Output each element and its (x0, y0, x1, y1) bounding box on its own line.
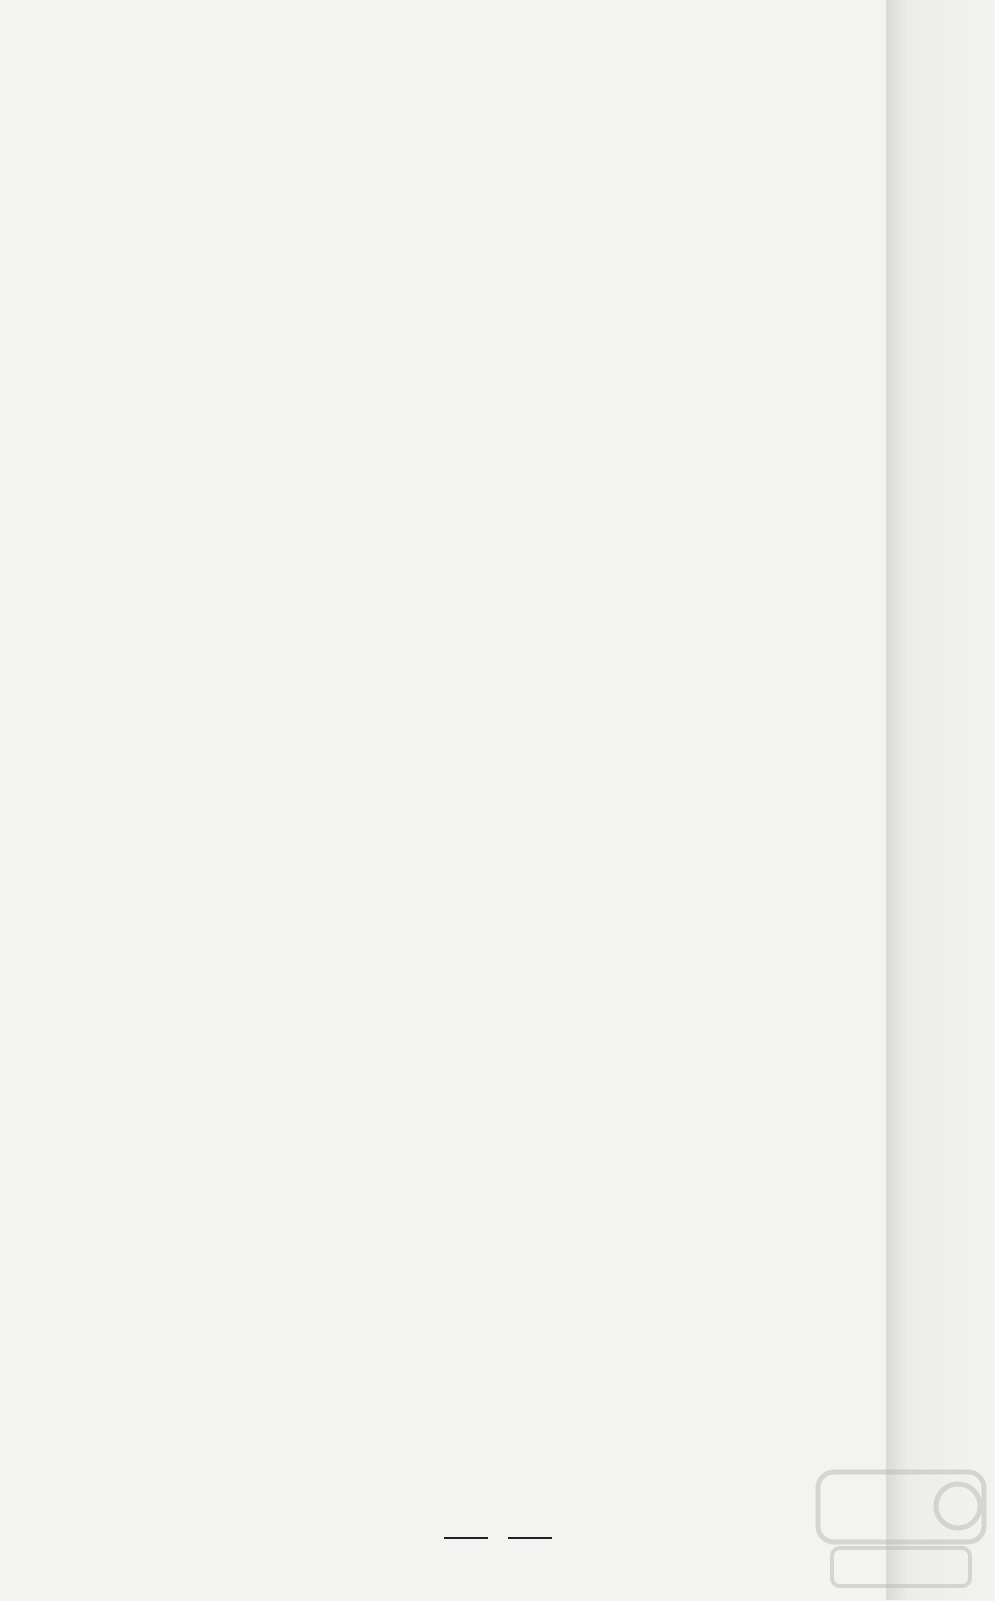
site-watermark-logo (808, 1462, 994, 1596)
page-gutter-shadow (886, 0, 995, 1600)
